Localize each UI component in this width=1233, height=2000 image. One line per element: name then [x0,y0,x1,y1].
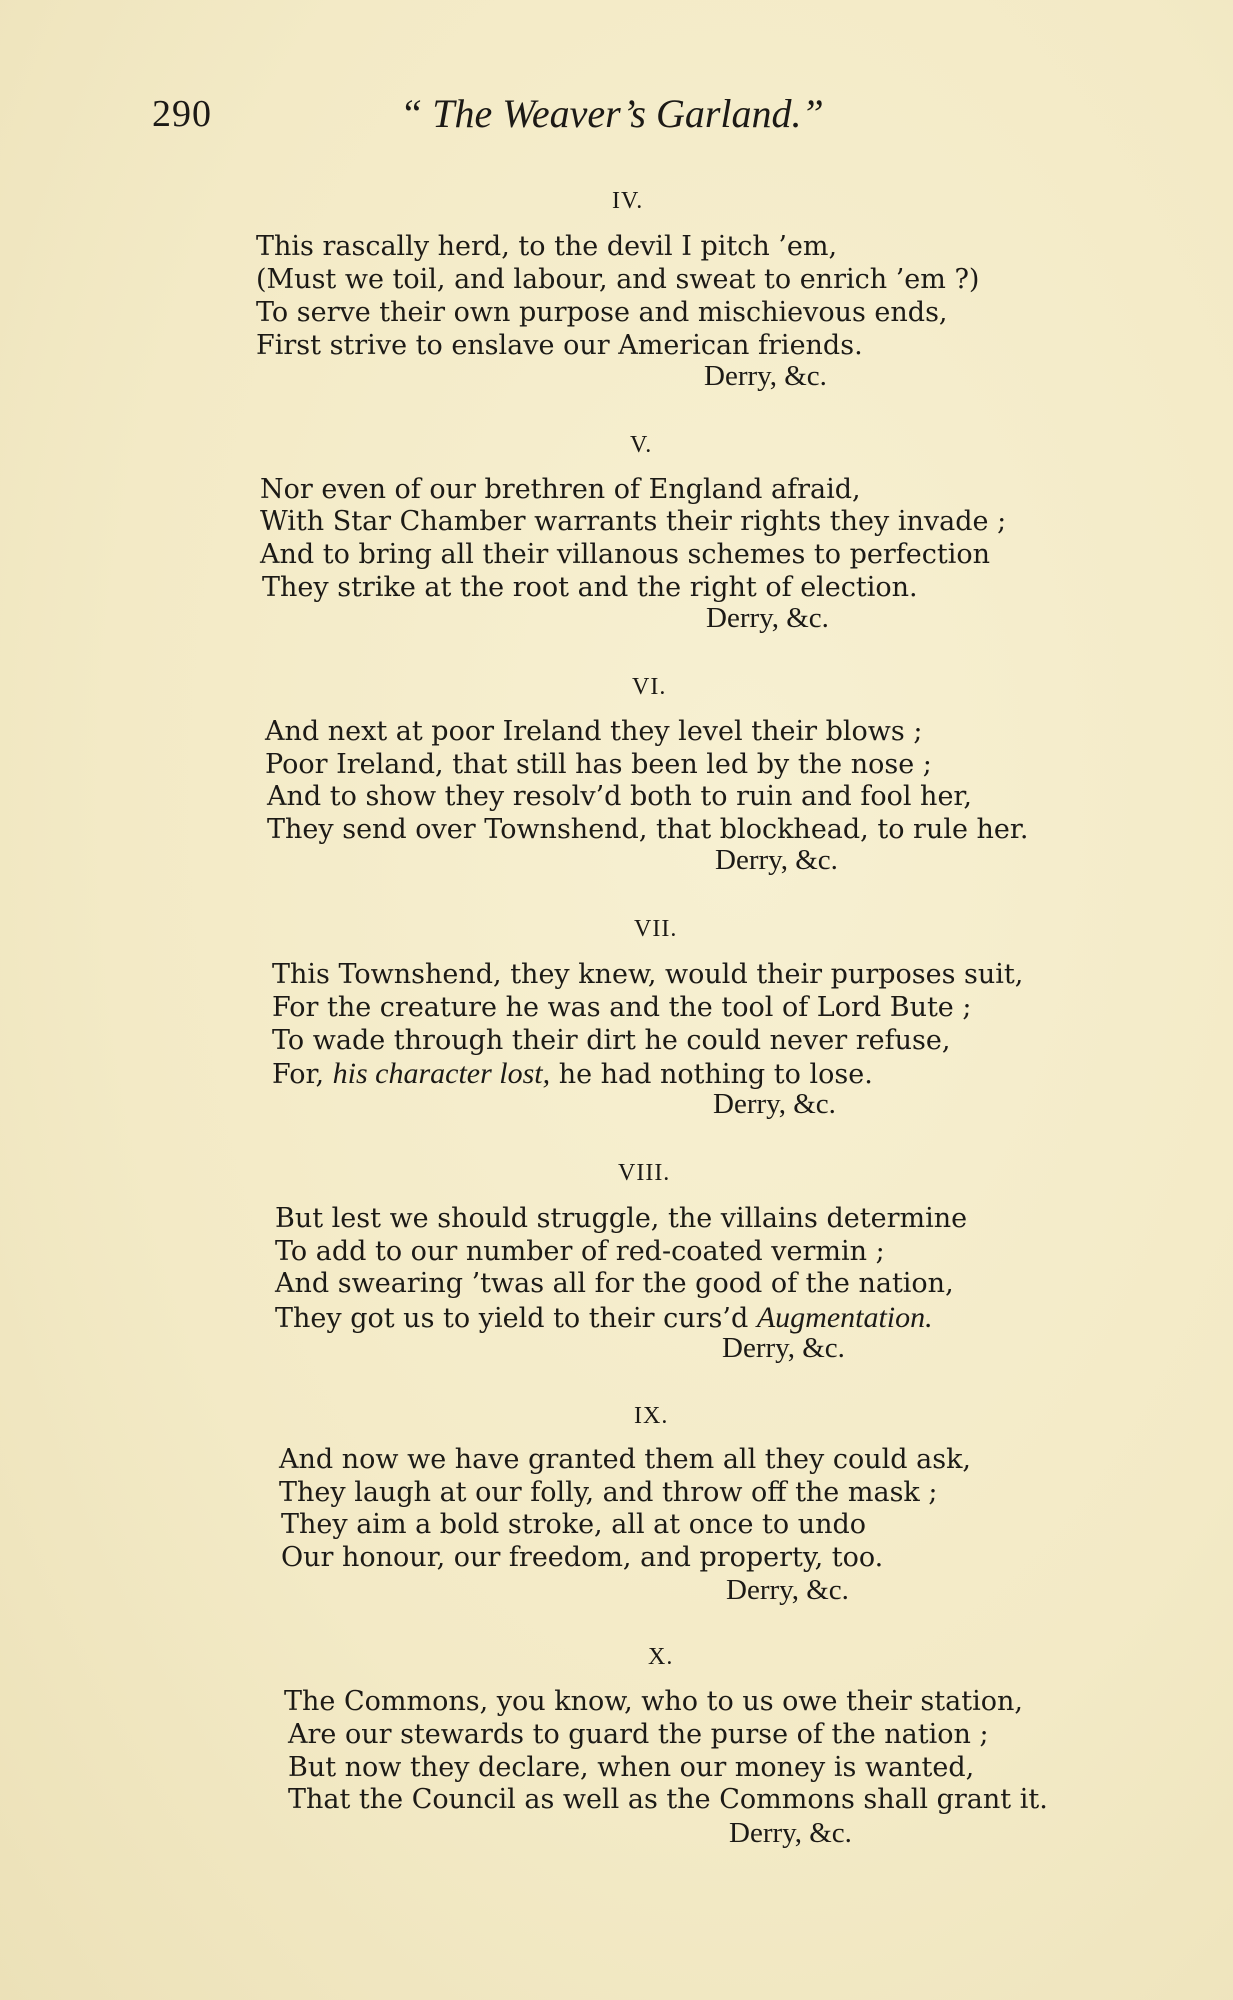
stanza-number: VIII. [618,1160,671,1186]
verse-line [272,1059,873,1089]
stanza-number: IV. [612,188,644,214]
stanza-number: VI. [632,674,667,700]
verse-line: The Commons, you know, who to us owe their station, [284,1686,1023,1717]
verse-line-text: They got us to yield to their curs’d [275,1303,757,1334]
verse-line: And to show they resolv’d both to ruin and fool her, [267,781,972,812]
verse-line: They aim a bold stroke, all at once to undo [281,1509,867,1540]
verse-line: To wade through their dirt he could never refuse, [272,1025,951,1056]
refrain: Derry, &c. [704,360,827,392]
verse-line: To add to our number of red-coated vermin ; [275,1236,885,1267]
verse-line: But lest we should struggle, the villains determine [275,1203,968,1234]
refrain: Derry, &c. [726,1574,849,1606]
verse-line: Are our stewards to guard the purse of the nation ; [288,1719,989,1750]
verse-line: But now they declare, when our money is wanted, [288,1752,975,1783]
verse-line: For the creature he was and the tool of Lord Bute ; [272,992,972,1023]
stanza-number: X. [648,1644,674,1670]
verse-line: (Must we toil, and labour, and sweat to enrich ’em ?) [256,264,980,295]
stanza-number: IX. [634,1403,669,1429]
verse-line: Poor Ireland, that still has been led by the nose ; [265,749,932,780]
verse-line: And swearing ’twas all for the good of the nation, [275,1268,954,1299]
verse-line: Nor even of our brethren of England afraid, [260,474,861,505]
verse-line: To serve their own purpose and mischievous ends, [256,297,948,328]
page-number: 290 [152,93,212,135]
refrain: Derry, &c. [722,1332,845,1364]
verse-line: This rascally herd, to the devil I pitch ’em, [256,231,838,262]
verse-line: And next at poor Ireland they level their blows ; [265,716,923,747]
refrain: Derry, &c. [706,602,829,634]
stanza-number: V. [630,432,653,458]
verse-line: And now we have granted them all they could ask, [279,1444,972,1475]
verse-line [275,1303,933,1333]
verse-line-text: he had nothing to lose. [550,1059,873,1090]
verse-line: First strive to enslave our American friends. [256,330,863,361]
refrain: Derry, &c. [713,1088,836,1120]
refrain: Derry, &c. [729,1817,852,1849]
verse-line: This Townshend, they knew, would their purposes suit, [272,959,1024,990]
verse-line: They strike at the root and the right of election. [262,572,918,603]
verse-line-text: For, [272,1059,333,1090]
verse-line: Our honour, our freedom, and property, too. [281,1542,884,1573]
verse-line: They laugh at our folly, and throw off the mask ; [279,1477,938,1508]
stanza-number: VII. [634,916,678,942]
verse-line: And to bring all their villanous schemes to perfection [260,539,990,570]
italic-phrase: his character lost, [332,1057,551,1090]
verse-line: With Star Chamber warrants their rights they invade ; [260,506,1007,537]
refrain: Derry, &c. [715,844,838,876]
running-head: “ The Weaver’s Garland.” [400,91,824,136]
verse-line: That the Council as well as the Commons shall grant it. [288,1784,1048,1815]
verse-line: They send over Townshend, that blockhead, to rule her. [267,814,1029,845]
italic-phrase: Augmentation. [756,1301,933,1334]
